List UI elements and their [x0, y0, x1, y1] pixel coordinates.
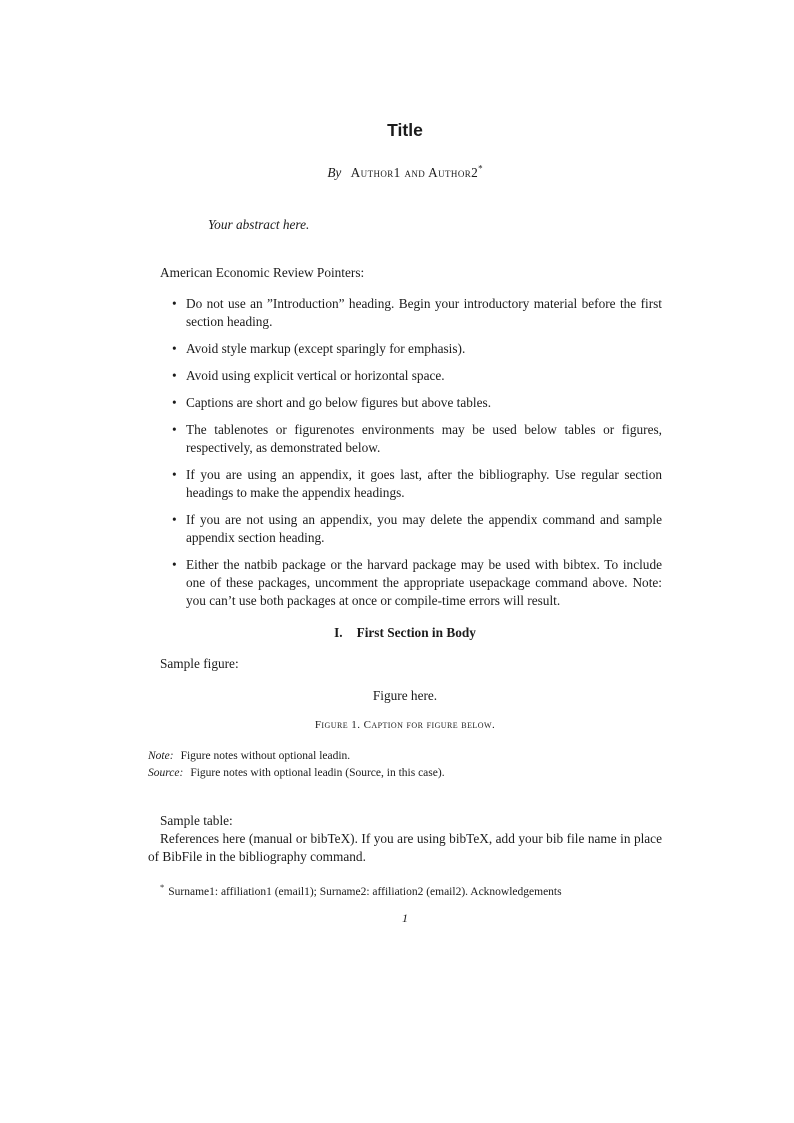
paper-title: Title: [387, 120, 423, 140]
pointers-list: [148, 295, 662, 610]
figure-note: [148, 748, 662, 765]
figure-placeholder: Figure here.: [372, 688, 438, 704]
figure-notes: [148, 748, 662, 782]
note-lead: Source:: [148, 767, 184, 780]
note-text: Figure notes without optional leadin.: [180, 750, 351, 763]
bullet-item: • Either the natbib package or the harvard package may be used with bibtex. To include one of these packages, uncomment the appropriate usepackage command above. Note: you can’t use both packages at once or compile-time errors will result.: [148, 556, 662, 610]
byline-authors: Author1 and Author2: [350, 165, 479, 180]
bullet-item: • If you are not using an appendix, you may delete the appendix command and sample appendix section heading.: [148, 511, 662, 547]
byline-footnote-marker: *: [478, 163, 483, 174]
byline-by: By: [327, 165, 342, 180]
author-footnote: [148, 879, 662, 900]
references-paragraph: References here (manual or bibTeX). If you are using bibTeX, add your bib file name in place of BibFile in the bibliography command.: [148, 831, 662, 865]
page-number: 1: [402, 911, 408, 926]
paper-content: [148, 0, 662, 927]
pointers-heading: American Economic Review Pointers:: [160, 265, 365, 280]
section-heading: [148, 624, 662, 642]
bullet-item: • Do not use an ”Introduction” heading. Begin your introductory material before the first section heading.: [148, 295, 662, 331]
bullet-item: • Avoid style markup (except sparingly for emphasis).: [148, 340, 662, 358]
figure-note: [148, 765, 662, 782]
note-text: Figure notes with optional leadin (Source, in this case).: [190, 767, 445, 780]
sample-table-block: [148, 812, 662, 866]
bullet-item: • If you are using an appendix, it goes last, after the bibliography. Use regular section headings to make the appendix headings.: [148, 466, 662, 502]
section-number: I.: [334, 625, 343, 641]
note-lead: Note:: [148, 750, 174, 763]
sample-figure-label: Sample figure:: [160, 656, 239, 672]
bullet-item: • Avoid using explicit vertical or horizontal space.: [148, 367, 662, 385]
sample-table-label: Sample table:: [160, 813, 233, 829]
byline: [148, 164, 662, 182]
footnote-text: Surname1: affiliation1 (email1); Surname2: affiliation2 (email2). Acknowledgements: [168, 886, 562, 899]
abstract-text: Your abstract here.: [208, 217, 310, 232]
bullet-item: • Captions are short and go below figures but above tables.: [148, 394, 662, 412]
bullet-item: • The tablenotes or figurenotes environments may be used below tables or figures, respectively, as demonstrated below.: [148, 421, 662, 457]
figure-caption: Figure 1. Caption for figure below.: [314, 719, 496, 732]
section-title: First Section in Body: [356, 625, 476, 641]
footnote-marker: *: [160, 882, 165, 893]
